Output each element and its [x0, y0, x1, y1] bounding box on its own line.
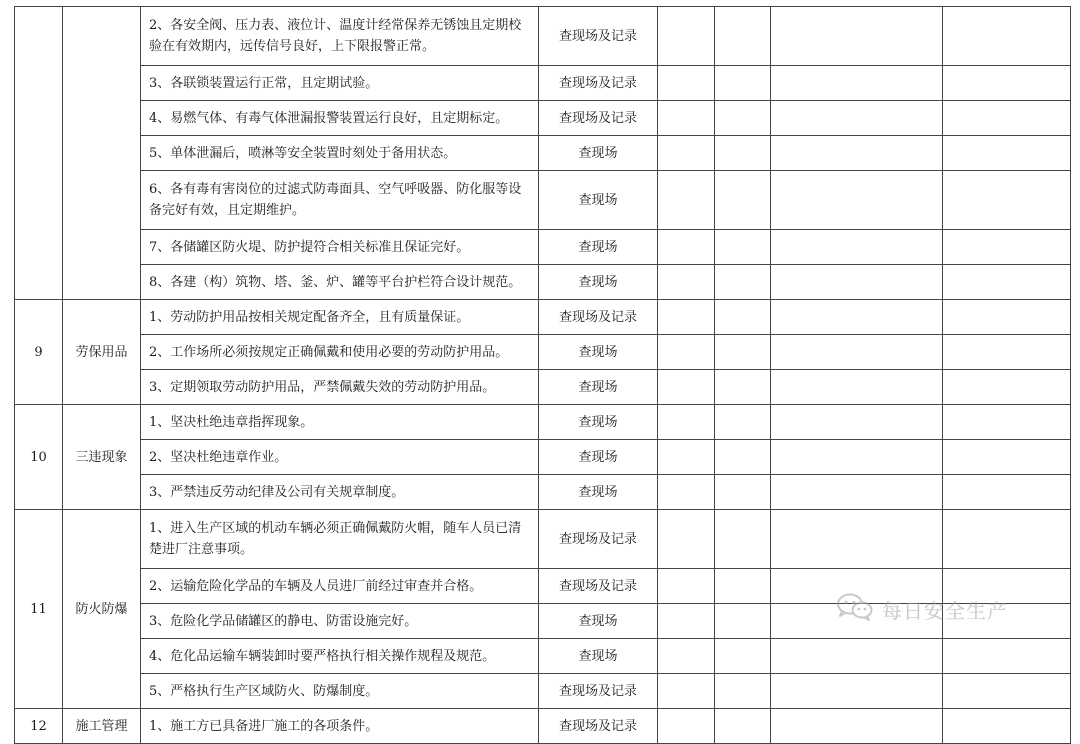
blank-cell — [715, 370, 771, 405]
table-row — [15, 265, 1071, 300]
blank-cell — [771, 171, 943, 230]
check-method: 查现场 — [539, 370, 658, 405]
blank-cell — [943, 7, 1071, 66]
blank-cell — [943, 440, 1071, 475]
blank-cell — [658, 370, 715, 405]
blank-cell — [943, 136, 1071, 171]
blank-cell — [658, 101, 715, 136]
check-item: 4、危化品运输车辆装卸时要严格执行相关操作规程及规范。 — [141, 639, 539, 674]
blank-cell — [715, 510, 771, 569]
blank-cell — [715, 475, 771, 510]
watermark-text: 每日安全生产 — [882, 598, 1008, 623]
blank-cell — [658, 639, 715, 674]
blank-cell — [715, 440, 771, 475]
row-category: 劳保用品 — [63, 300, 141, 405]
check-item: 5、严格执行生产区域防火、防爆制度。 — [141, 674, 539, 709]
check-method: 查现场及记录 — [539, 101, 658, 136]
check-item: 5、单体泄漏后，喷淋等安全装置时刻处于备用状态。 — [141, 136, 539, 171]
watermark — [836, 592, 1008, 626]
row-number — [15, 7, 63, 300]
blank-cell — [771, 7, 943, 66]
table-row — [15, 709, 1071, 744]
blank-cell — [658, 674, 715, 709]
blank-cell — [771, 405, 943, 440]
blank-cell — [771, 300, 943, 335]
blank-cell — [658, 475, 715, 510]
blank-cell — [715, 639, 771, 674]
blank-cell — [658, 604, 715, 639]
blank-cell — [658, 136, 715, 171]
table-row — [15, 230, 1071, 265]
check-item: 3、定期领取劳动防护用品，严禁佩戴失效的劳动防护用品。 — [141, 370, 539, 405]
blank-cell — [771, 510, 943, 569]
check-method: 查现场及记录 — [539, 709, 658, 744]
blank-cell — [771, 66, 943, 101]
blank-cell — [943, 674, 1071, 709]
row-number: 12 — [15, 709, 63, 744]
blank-cell — [771, 475, 943, 510]
blank-cell — [715, 405, 771, 440]
blank-cell — [658, 230, 715, 265]
check-method: 查现场 — [539, 136, 658, 171]
blank-cell — [658, 510, 715, 569]
blank-cell — [715, 7, 771, 66]
table-row — [15, 136, 1071, 171]
check-method: 查现场及记录 — [539, 7, 658, 66]
check-item: 3、各联锁装置运行正常，且定期试验。 — [141, 66, 539, 101]
table-row — [15, 171, 1071, 230]
table-row — [15, 639, 1071, 674]
check-method: 查现场及记录 — [539, 674, 658, 709]
blank-cell — [658, 405, 715, 440]
blank-cell — [943, 66, 1071, 101]
blank-cell — [943, 475, 1071, 510]
blank-cell — [715, 230, 771, 265]
check-item: 4、易燃气体、有毒气体泄漏报警装置运行良好，且定期标定。 — [141, 101, 539, 136]
check-method: 查现场 — [539, 265, 658, 300]
blank-cell — [715, 101, 771, 136]
check-method: 查现场及记录 — [539, 300, 658, 335]
blank-cell — [771, 440, 943, 475]
check-method: 查现场及记录 — [539, 569, 658, 604]
blank-cell — [658, 569, 715, 604]
table-row — [15, 335, 1071, 370]
check-item: 1、劳动防护用品按相关规定配备齐全，且有质量保证。 — [141, 300, 539, 335]
blank-cell — [943, 405, 1071, 440]
check-method: 查现场 — [539, 335, 658, 370]
check-item: 3、危险化学品储罐区的静电、防雷设施完好。 — [141, 604, 539, 639]
wechat-icon — [836, 592, 874, 626]
table-row — [15, 7, 1071, 66]
check-item: 1、坚决杜绝违章指挥现象。 — [141, 405, 539, 440]
blank-cell — [943, 370, 1071, 405]
blank-cell — [715, 709, 771, 744]
blank-cell — [658, 7, 715, 66]
check-method: 查现场 — [539, 171, 658, 230]
check-method: 查现场 — [539, 639, 658, 674]
table-row — [15, 370, 1071, 405]
blank-cell — [943, 101, 1071, 136]
blank-cell — [943, 230, 1071, 265]
blank-cell — [715, 265, 771, 300]
check-method: 查现场 — [539, 475, 658, 510]
table-row — [15, 510, 1071, 569]
table-row — [15, 475, 1071, 510]
blank-cell — [771, 136, 943, 171]
blank-cell — [771, 370, 943, 405]
check-method: 查现场 — [539, 604, 658, 639]
row-number: 9 — [15, 300, 63, 405]
check-item: 8、各建（构）筑物、塔、釜、炉、罐等平台护栏符合设计规范。 — [141, 265, 539, 300]
blank-cell — [715, 604, 771, 639]
blank-cell — [658, 440, 715, 475]
blank-cell — [771, 709, 943, 744]
table-row — [15, 66, 1071, 101]
check-item: 6、各有毒有害岗位的过滤式防毒面具、空气呼吸器、防化服等设备完好有效，且定期维护。 — [141, 171, 539, 230]
table-row — [15, 101, 1071, 136]
check-method: 查现场 — [539, 405, 658, 440]
blank-cell — [658, 265, 715, 300]
check-item: 2、坚决杜绝违章作业。 — [141, 440, 539, 475]
check-item: 2、各安全阀、压力表、液位计、温度计经常保养无锈蚀且定期校验在有效期内，远传信号良好，上下限报警正常。 — [141, 7, 539, 66]
blank-cell — [715, 300, 771, 335]
blank-cell — [658, 300, 715, 335]
table-row — [15, 405, 1071, 440]
blank-cell — [943, 265, 1071, 300]
check-item: 2、工作场所必须按规定正确佩戴和使用必要的劳动防护用品。 — [141, 335, 539, 370]
row-number: 11 — [15, 510, 63, 709]
blank-cell — [943, 510, 1071, 569]
blank-cell — [715, 569, 771, 604]
blank-cell — [715, 171, 771, 230]
check-method: 查现场 — [539, 440, 658, 475]
row-number: 10 — [15, 405, 63, 510]
row-category: 防火防爆 — [63, 510, 141, 709]
blank-cell — [715, 136, 771, 171]
check-item: 1、施工方已具备进厂施工的各项条件。 — [141, 709, 539, 744]
check-method: 查现场 — [539, 230, 658, 265]
check-item: 3、严禁违反劳动纪律及公司有关规章制度。 — [141, 475, 539, 510]
blank-cell — [771, 101, 943, 136]
blank-cell — [658, 709, 715, 744]
blank-cell — [771, 639, 943, 674]
check-item: 7、各储罐区防火堤、防护提符合相关标准且保证完好。 — [141, 230, 539, 265]
row-category: 施工管理 — [63, 709, 141, 744]
blank-cell — [715, 335, 771, 370]
blank-cell — [943, 300, 1071, 335]
inspection-table — [14, 6, 1071, 744]
blank-cell — [715, 674, 771, 709]
check-item: 1、进入生产区域的机动车辆必须正确佩戴防火帽，随车人员已清楚进厂注意事项。 — [141, 510, 539, 569]
blank-cell — [771, 230, 943, 265]
table-row — [15, 674, 1071, 709]
table-row — [15, 300, 1071, 335]
check-method: 查现场及记录 — [539, 66, 658, 101]
table-row — [15, 440, 1071, 475]
blank-cell — [658, 66, 715, 101]
blank-cell — [943, 335, 1071, 370]
row-category — [63, 7, 141, 300]
blank-cell — [771, 335, 943, 370]
row-category: 三违现象 — [63, 405, 141, 510]
blank-cell — [943, 709, 1071, 744]
blank-cell — [771, 265, 943, 300]
blank-cell — [715, 66, 771, 101]
blank-cell — [771, 674, 943, 709]
check-method: 查现场及记录 — [539, 510, 658, 569]
blank-cell — [943, 171, 1071, 230]
check-item: 2、运输危险化学品的车辆及人员进厂前经过审查并合格。 — [141, 569, 539, 604]
blank-cell — [658, 171, 715, 230]
blank-cell — [658, 335, 715, 370]
blank-cell — [943, 639, 1071, 674]
